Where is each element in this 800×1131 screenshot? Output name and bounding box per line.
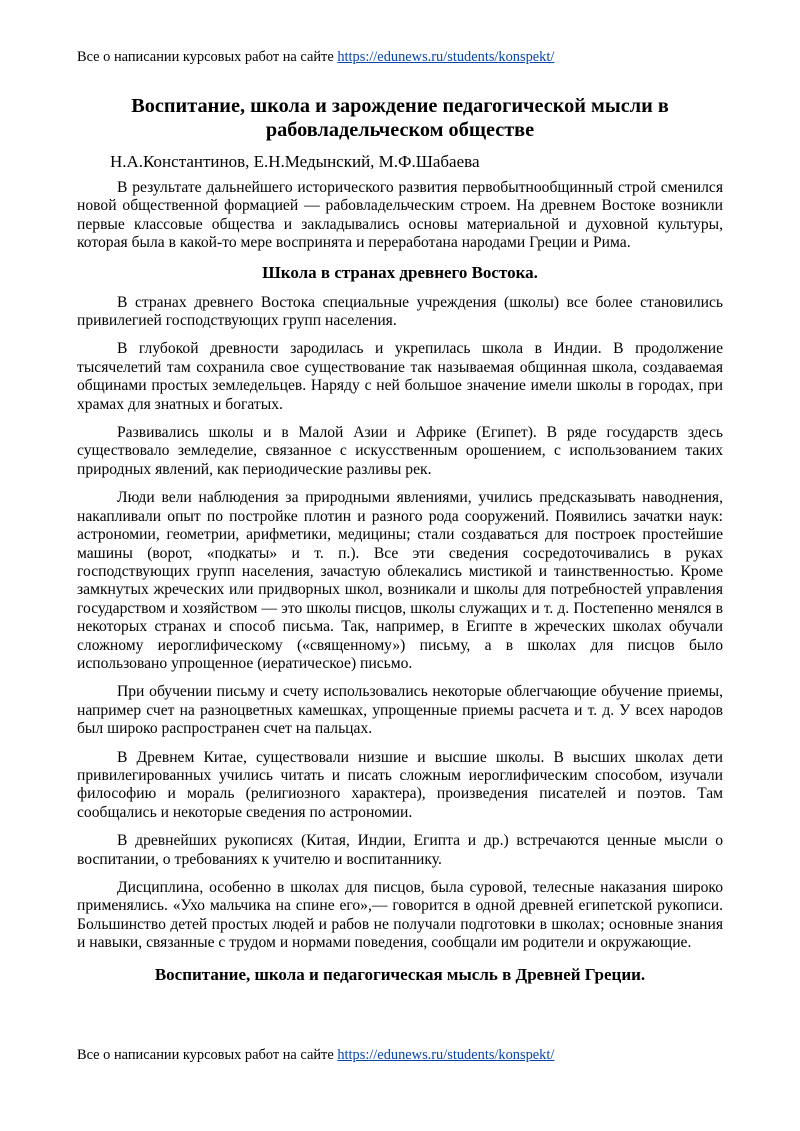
header-text: Все о написании курсовых работ на сайте [77,49,338,65]
page-header [77,48,737,66]
paragraph: При обучении письму и счету использовались некоторые облегчающие обучение приемы, например счет на разноцветных камешках, упрощенные приемы расчета и т. д. У всех народов был широко распространен счет на пальцах. [77,683,723,738]
document-title: Воспитание, школа и зарождение педагогической мысли в рабовладельческом обществе [131,95,669,141]
paragraph: Развивались школы и в Малой Азии и Африке (Египет). В ряде государств здесь существовало земледелие, связанное с искусственным орошением, с использованием таких природных явлений, как периодические разливы рек. [77,424,723,478]
paragraph: В глубокой древности зародилась и укрепилась школа в Индии. В продолжение тысячелетий там сохранила свое существование так называемая общинная школа, создаваемая общинами простых земледельцев. Наряду с ней большое значение имели школы в городах, при храмах для знатных и богатых. [77,340,723,413]
header-link[interactable]: https://edunews.ru/students/konspekt/ [337,49,555,65]
paragraph: Люди вели наблюдения за природными явлениями, учились предсказывать наводнения, накапливали опыт по постройке плотин и разного рода сооружений. Появились зачатки наук: астрономии, геометрии, арифметики, медицины; стали создаваться для построек простейшие машины (ворот, «подкаты» и т. п.). Все эти сведения сосредоточивались в руках господствующих групп населения, зачастую облекались мистикой и таинственностью. Кроме замкнутых жреческих или придворных школ, возникали и школы для потребностей управления государством и хозяйством — это школы писцов, школы служащих и т. д. Постепенно менялся в некоторых странах и способ письма. Так, например, в Египте в жреческих школах обучали сложному иероглифическому («священному») письму, а в школах для писцов было использовано упрощенное (иератическое) письмо. [77,489,723,672]
paragraph: Дисциплина, особенно в школах для писцов, была суровой, телесные наказания широко применялись. «Ухо мальчика на спине его»,— говорится в одной древней египетской рукописи. Большинство детей простых людей и рабов не получали подготовки в школах; основные знания и навыки, связанные с трудом и нормами поведения, сообщали им родители и окружающие. [77,879,723,952]
main-content [77,94,723,996]
intro-paragraph: В результате дальнейшего исторического развития первобытнообщинный строй сменился новой общественной формацией — рабовладельческим строем. На древнем Востоке возникли первые классовые общества и закладывались основы материальной и духовной культуры, которая была в какой-то мере воспринята и переработана народами Греции и Рима. [77,179,723,252]
paragraph: В древнейших рукописях (Китая, Индии, Египта и др.) встречаются ценные мысли о воспитании, о требованиях к учителю и воспитаннику. [77,832,723,868]
paragraph: В Древнем Китае, существовали низшие и высшие школы. В высших школах дети привилегированных учились читать и писать сложным иероглифическим способом, изучали философию и мораль (религиозного характера), произведения писателей и поэтов. Там сообщались и некоторые сведения по астрономии. [77,748,723,821]
authors-line: Н.А.Константинов, Е.Н.Медынский, М.Ф.Шабаева [110,152,480,171]
section-heading-east: Школа в странах древнего Востока. [262,262,538,282]
footer-link[interactable]: https://edunews.ru/students/konspekt/ [337,1047,555,1063]
paragraph: В странах древнего Востока специальные учреждения (школы) все более становились привилегией господствующих групп населения. [77,293,723,330]
footer-text: Все о написании курсовых работ на сайте [77,1047,338,1063]
section-heading-greece: Воспитание, школа и педагогическая мысль в Древней Греции. [154,964,646,984]
page-footer [77,1046,737,1064]
